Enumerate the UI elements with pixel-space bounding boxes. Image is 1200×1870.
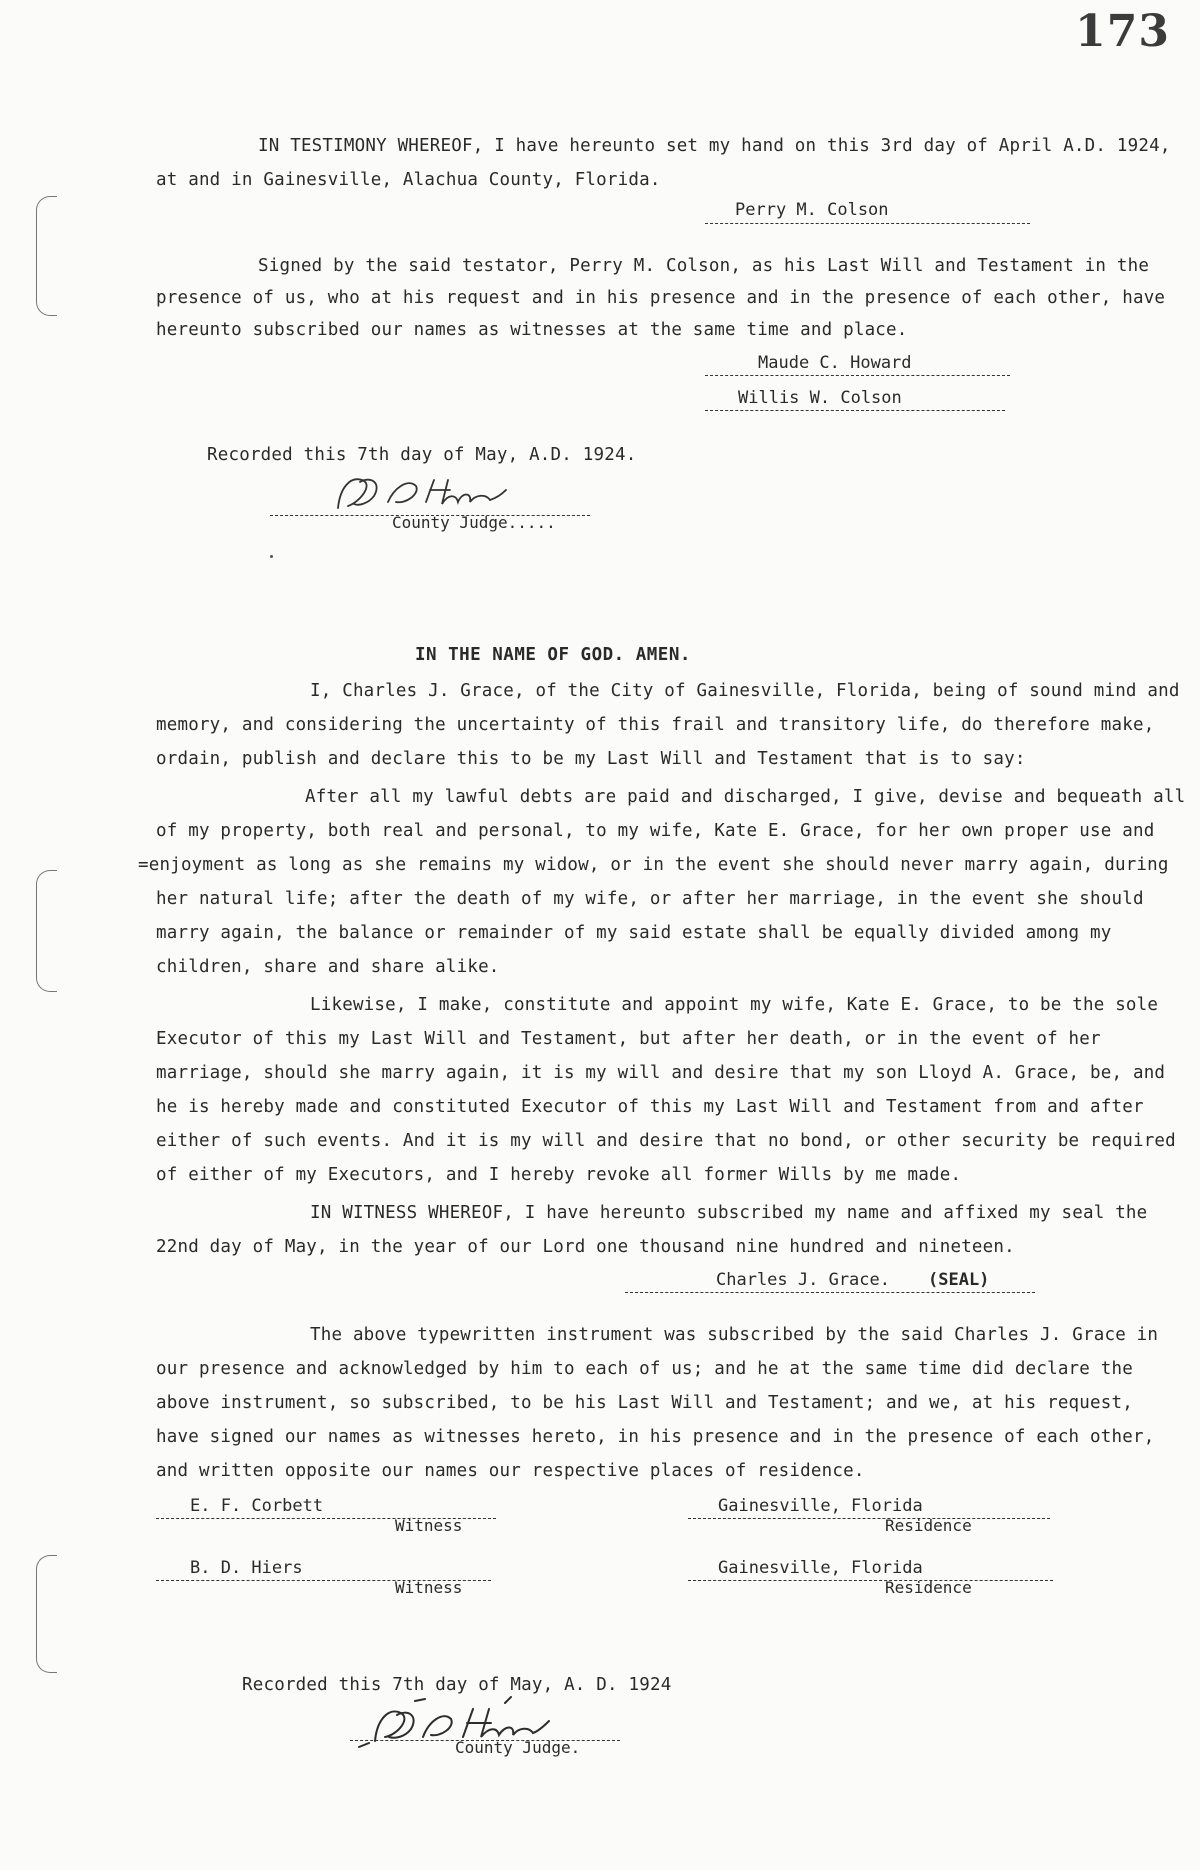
binding-hole-mark: [36, 196, 57, 316]
witness-caption: Witness: [395, 1578, 463, 1597]
body-line: I, Charles J. Grace, of the City of Gainesville, Florida, being of sound mind and: [310, 681, 1180, 701]
judge-handwritten-signature: [330, 468, 520, 518]
attestation-line: our presence and acknowledged by him to each of us; and he at the same time did declare the: [156, 1359, 1133, 1379]
body-line: After all my lawful debts are paid and discharged, I give, devise and bequeath all: [305, 787, 1186, 807]
judge-caption: County Judge.....: [392, 513, 556, 532]
attestation-line: hereunto subscribed our names as witnesses at the same time and place.: [156, 320, 908, 340]
attestation-line: and written opposite our names our respective places of residence.: [156, 1461, 865, 1481]
testimony-line: at and in Gainesville, Alachua County, Florida.: [156, 170, 661, 190]
witness-signature: B. D. Hiers: [190, 1558, 303, 1578]
testimony-line: IN TESTIMONY WHEREOF, I have hereunto set my hand on this 3rd day of April A.D. 1924,: [258, 136, 1171, 156]
attestation-line: Signed by the said testator, Perry M. Colson, as his Last Will and Testament in the: [258, 256, 1150, 276]
attestation-line: above instrument, so subscribed, to be his Last Will and Testament; and we, at his request,: [156, 1393, 1133, 1413]
signature-line: [688, 1580, 1053, 1581]
body-line: =enjoyment as long as she remains my widow, or in the event she should never marry again, during: [138, 855, 1169, 875]
signature-line: [705, 223, 1030, 224]
body-line: of my property, both real and personal, to my wife, Kate E. Grace, for her own proper use and: [156, 821, 1155, 841]
signature-line: [705, 410, 1005, 411]
body-line: Executor of this my Last Will and Testament, but after her death, or in the event of her: [156, 1029, 1101, 1049]
signature-line: [625, 1292, 1035, 1293]
recorded-line: Recorded this 7th day of May, A.D. 1924.: [207, 445, 637, 465]
body-line: memory, and considering the uncertainty of this frail and transitory life, do therefore make,: [156, 715, 1155, 735]
witness-signature: Willis W. Colson: [738, 388, 902, 408]
attestation-line: have signed our names as witnesses hereto, in his presence and in the presence of each other,: [156, 1427, 1155, 1447]
body-line: 22nd day of May, in the year of our Lord one thousand nine hundred and nineteen.: [156, 1237, 1015, 1257]
residence-caption: Residence: [885, 1578, 972, 1597]
signature-line: [688, 1518, 1050, 1519]
attestation-line: presence of us, who at his request and in his presence and in the presence of each other, have: [156, 288, 1166, 308]
body-line: her natural life; after the death of my wife, or after her marriage, in the event she should: [156, 889, 1144, 909]
signature-line: [705, 375, 1010, 376]
residence-caption: Residence: [885, 1516, 972, 1535]
judge-caption: County Judge.: [455, 1738, 581, 1757]
seal-label: (SEAL): [928, 1270, 990, 1290]
witness-signature: E. F. Corbett: [190, 1496, 324, 1516]
binding-hole-mark: [36, 870, 57, 992]
residence-entry: Gainesville, Florida: [718, 1496, 923, 1516]
witness-caption: Witness: [395, 1516, 463, 1535]
body-line: IN WITNESS WHEREOF, I have hereunto subscribed my name and affixed my seal the: [310, 1203, 1148, 1223]
residence-entry: Gainesville, Florida: [718, 1558, 923, 1578]
body-line: marry again, the balance or remainder of my said estate shall be equally divided among my: [156, 923, 1112, 943]
will-heading: IN THE NAME OF GOD. AMEN.: [415, 645, 691, 665]
binding-hole-mark: [36, 1555, 57, 1673]
testator-signature: Perry M. Colson: [735, 200, 889, 220]
speck: [270, 555, 273, 558]
body-line: either of such events. And it is my will and desire that no bond, or other security be required: [156, 1131, 1176, 1151]
page-number: 173: [1075, 6, 1170, 57]
body-line: children, share and share alike.: [156, 957, 500, 977]
recorded-line: Recorded this 7th day of May, A. D. 1924: [242, 1675, 672, 1695]
body-line: Likewise, I make, constitute and appoint my wife, Kate E. Grace, to be the sole: [310, 995, 1159, 1015]
attestation-line: The above typewritten instrument was subscribed by the said Charles J. Grace in: [310, 1325, 1159, 1345]
witness-signature: Maude C. Howard: [758, 353, 912, 373]
body-line: he is hereby made and constituted Executor of this my Last Will and Testament from and after: [156, 1097, 1144, 1117]
testator-signature: Charles J. Grace.: [716, 1270, 890, 1290]
body-line: of either of my Executors, and I hereby revoke all former Wills by me made.: [156, 1165, 962, 1185]
body-line: marriage, should she marry again, it is my will and desire that my son Lloyd A. Grace, be, and: [156, 1063, 1166, 1083]
body-line: ordain, publish and declare this to be my Last Will and Testament that is to say:: [156, 749, 1026, 769]
